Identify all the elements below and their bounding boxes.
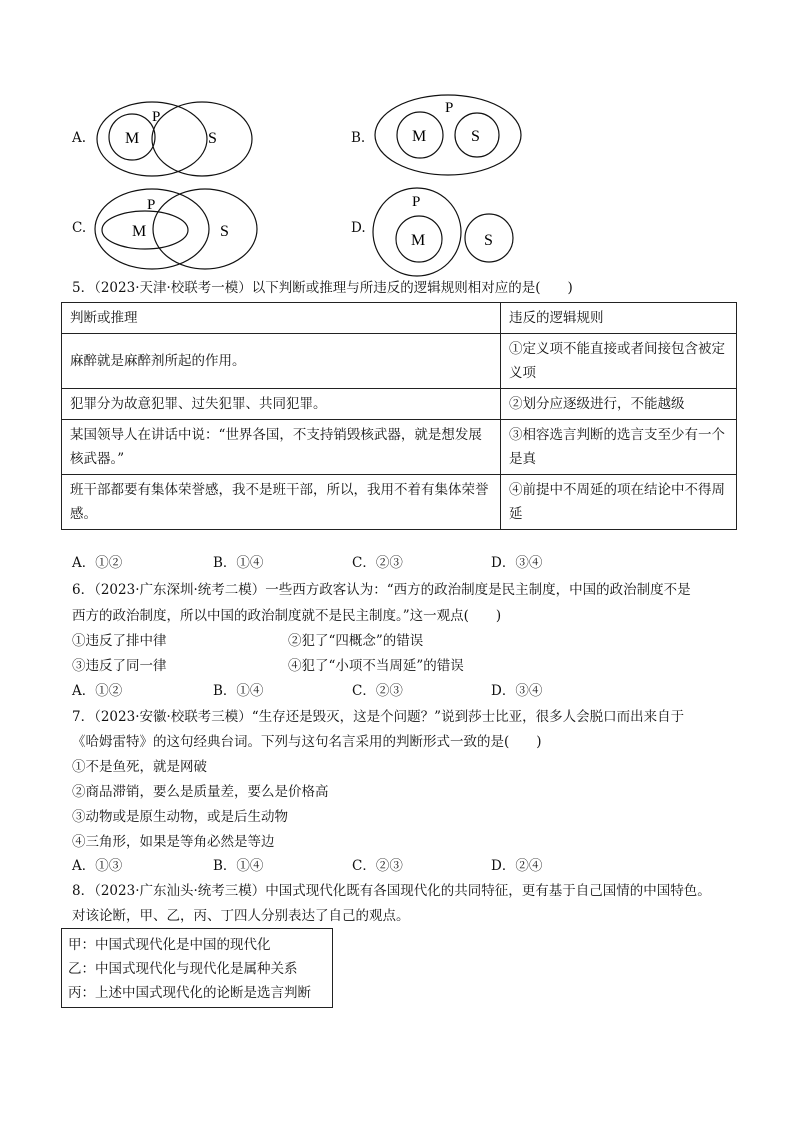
table-cell: ①定义项不能直接或者间接包含被定义项: [501, 334, 737, 389]
q6-item-4: ④犯了“小项不当周延”的错误: [288, 658, 464, 674]
table-cell: 犯罪分为故意犯罪、过失犯罪、共同犯罪。: [62, 389, 501, 420]
table-row: [62, 334, 737, 389]
diagram-d-label: D.: [351, 220, 366, 236]
diagram-a-label: A.: [72, 130, 87, 146]
table-cell: 某国领导人在讲话中说：“世界各国，不支持销毁核武器，就是想发展核武器。”: [62, 420, 501, 475]
q7-option-c[interactable]: C．②③: [352, 858, 403, 874]
diagram-b-p-label: P: [445, 100, 454, 116]
q7-item-3: ③动物或是原生动物，或是后生动物: [72, 809, 288, 825]
q5-option-a[interactable]: A．①②: [72, 555, 123, 571]
diagram-a-m-label: M: [125, 130, 140, 147]
q6-option-a[interactable]: A．①②: [72, 683, 123, 699]
diagram-b-s-label: S: [471, 128, 480, 145]
table-header-row: [62, 303, 737, 334]
q6-option-c[interactable]: C．②③: [352, 683, 403, 699]
q7-option-a[interactable]: A．①③: [72, 858, 123, 874]
q7-option-d[interactable]: D．②④: [491, 858, 543, 874]
table-header-cell: 违反的逻辑规则: [501, 303, 737, 334]
diagram-c: [90, 185, 270, 275]
table-cell: ③相容选言判断的选言支至少有一个是真: [501, 420, 737, 475]
q6-item-2: ②犯了“四概念”的错误: [288, 633, 424, 649]
diagram-b-m-label: M: [412, 128, 427, 145]
q8-box-line: 甲：中国式现代化是中国的现代化: [68, 937, 271, 953]
q8-stem-line1: 8．（2023·广东汕头·统考三模）中国式现代化既有各国现代化的共同特征，更有基于自己国情的中国特色。: [72, 883, 711, 899]
diagram-c-m-label: M: [132, 223, 147, 240]
table-cell: 麻醉就是麻醉剂所起的作用。: [62, 334, 501, 389]
q7-item-2: ②商品滞销，要么是质量差，要么是价格高: [72, 784, 329, 800]
diagram-d: [370, 182, 520, 282]
q6-item-3: ③违反了同一律: [72, 658, 167, 674]
q6-option-d[interactable]: D．③④: [491, 683, 543, 699]
q5-option-d[interactable]: D．③④: [491, 555, 543, 571]
q5-stem: 5．（2023·天津·校联考一模）以下判断或推理与所违反的逻辑规则相对应的是( ): [72, 280, 573, 296]
q8-box-line: 丙：上述中国式现代化的论断是选言判断: [68, 985, 311, 1001]
diagram-d-p-label: P: [412, 194, 421, 210]
q5-option-b[interactable]: B．①④: [213, 555, 264, 571]
q6-stem-line1: 6．（2023·广东深圳·统考二模）一些西方政客认为：“西方的政治制度是民主制度，中国的政治制度不是: [72, 582, 691, 598]
table-row: [62, 475, 737, 530]
diagram-c-p-label: P: [147, 197, 156, 213]
q7-option-b[interactable]: B．①④: [213, 858, 264, 874]
table-row: [62, 389, 737, 420]
diagram-c-s-ellipse: [153, 189, 257, 269]
diagram-d-m-label: M: [411, 232, 426, 249]
q8-box-line: 乙：中国式现代化与现代化是属种关系: [68, 961, 298, 977]
q6-options: [72, 681, 692, 701]
q7-item-1: ①不是鱼死，就是网破: [72, 759, 207, 775]
diagram-a: [90, 95, 260, 185]
diagram-a-p-label: P: [152, 109, 161, 125]
q7-stem-line2: 《哈姆雷特》的这句经典台词。下列与这句名言采用的判断形式一致的是( ): [72, 734, 542, 750]
q5-options: [72, 553, 692, 573]
table-cell: ②划分应逐级进行，不能越级: [501, 389, 737, 420]
q7-item-4: ④三角形，如果是等角必然是等边: [72, 834, 275, 850]
q5-table: [61, 302, 737, 530]
diagram-d-s-label: S: [484, 232, 493, 249]
q6-option-b[interactable]: B．①④: [213, 683, 264, 699]
table-cell: 班干部都要有集体荣誉感，我不是班干部，所以，我用不着有集体荣誉感。: [62, 475, 501, 530]
q5-option-c[interactable]: C．②③: [352, 555, 403, 571]
q8-opinion-box: [61, 928, 333, 1008]
table-header-cell: 判断或推理: [62, 303, 501, 334]
diagram-c-label: C.: [72, 220, 87, 236]
diagram-a-s-ellipse: [152, 102, 252, 176]
q7-options: [72, 856, 692, 876]
q8-stem-line2: 对该论断，甲、乙，丙、丁四人分别表达了自己的观点。: [72, 908, 410, 924]
table-cell: ④前提中不周延的项在结论中不得周延: [501, 475, 737, 530]
diagram-b: [370, 90, 530, 180]
q6-item-1: ①违反了排中律: [72, 633, 167, 649]
diagram-b-label: B.: [351, 130, 366, 146]
q6-stem-line2: 西方的政治制度，所以中国的政治制度就不是民主制度。”这一观点( ): [72, 608, 502, 624]
table-row: [62, 420, 737, 475]
diagram-a-s-label: S: [208, 130, 217, 147]
diagram-c-s-label: S: [220, 223, 229, 240]
q7-stem-line1: 7．（2023·安徽·校联考三模）“生存还是毁灭，这是个问题？”说到莎士比亚，很多人会脱口而出来自于: [72, 709, 685, 725]
